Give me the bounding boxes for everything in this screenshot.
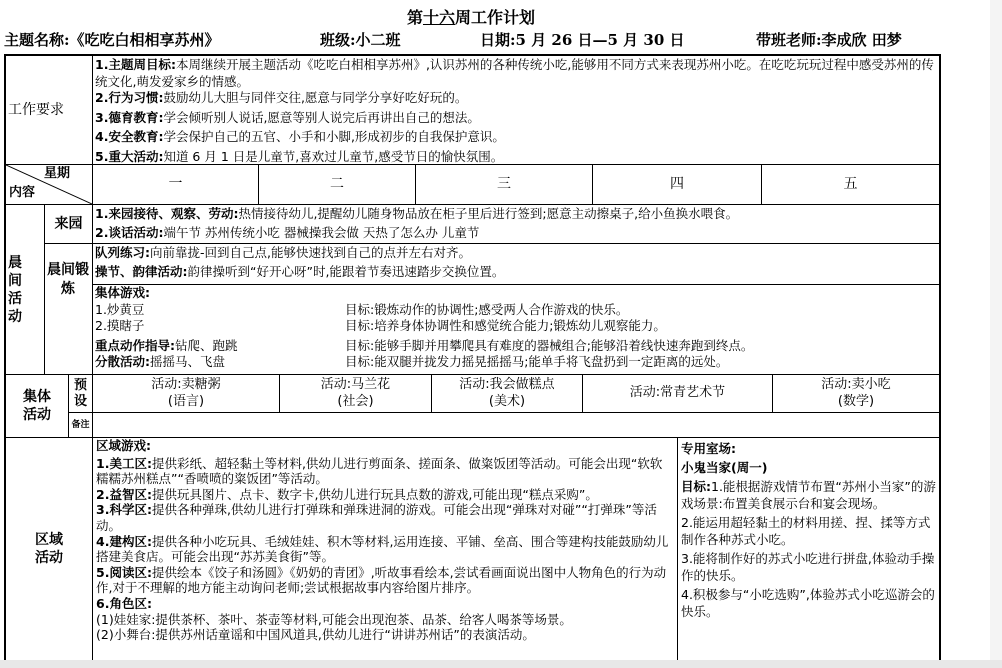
arrival-content: 1.来园接待、观察、劳动:热情接待幼儿,提醒幼儿随身物品放在柜子里后进行签到;愿意主动擦桌子,给小鱼换水喂食。 2.谈话活动:端午节 苏州传统小吃 器械操我会做 天热了怎么办 儿童节 [95,206,739,240]
work-req-item-2: 2.行为习惯:鼓励幼儿大胆与同伴交往,愿意与同学分享好吃好玩的。 [95,90,468,105]
header-xingqi: 星期 [44,166,71,181]
group-activity-3: 活动:我会做糕点 (美术) [459,377,555,409]
day-2: 二 [330,176,344,193]
note-label: 备注 [71,419,90,430]
work-req-label: 工作要求 [8,101,64,118]
group-activity-1: 活动:卖糖粥 (语言) [151,377,221,409]
morning-label: 晨间活动 [8,254,22,325]
group-activity-5: 活动:卖小吃 (数学) [821,377,891,409]
exercise-drill: 队列练习:向前靠拢-回到自己点,能够快速找到自己的点并左右对齐。 操节、韵律活动:韵律操听到“好开心呀”时,能跟着节奏迅速踏步交换位置。 [95,245,505,279]
area-label: 区域 活动 [35,532,63,566]
work-req-content [95,56,937,164]
exercise-label: 晨间锻炼 [47,262,89,297]
exercise-games: 集体游戏: 1.炒黄豆 目标:锻炼动作的协调性;感受两人合作游戏的快乐。 2.摸瞎子 目标:培养身体协调性和感觉统合能力;锻炼幼儿观察能力。 重点动作指导:钻爬、跑跳 目标:能够手脚并用攀爬具有难度的器械组合;能够沿着线快速奔跑到终点。 分散活动:摇摇马、飞盘 目标:能双腿并拢发力摇晃摇摇马;能单手将飞盘扔到一定距离的远处。 [95,285,754,369]
day-1: 一 [168,176,183,193]
work-req-item-5: 5.重大活动:知道 6 月 1 日是儿童节,喜欢过儿童节,感受节日的愉快氛围。 [95,148,504,164]
special-room: 专用室场: 小鬼当家(周一) 目标:1.能根据游戏情节布置“苏州小当家”的游戏场景:布置美食展示台和宴会现场。 2.能运用超轻黏土的材料用搓、捏、揉等方式制作各种苏式小吃。 3.能将制作好的苏式小吃进行拼盘,体验动手操作的快乐。 4.积极参与“小吃选购”,体验苏式小吃巡游会的快乐。 [681,441,936,619]
area-content: 区域游戏: 1.美工区:提供彩纸、超轻黏土等材料,供幼儿进行剪面条、搓面条、做粢饭团等活动。可能会出现“软软糯糯苏州糕点”“香喷喷的粢饭团”等活动。 2.益智区:提供玩具图片、点卡、数字卡,供幼儿进行玩具点数的游戏,可能出现“糕点采购”。 3.科学区:提供各种弹珠,供幼儿进行打弹珠和弹珠进洞的游戏。可能会出现“弹珠对对碰”“打弹珠”等活动。 4.建构区:提供各种小吃玩具、毛绒娃娃、积木等材料,运用连接、平铺、垒高、围合等建构技能鼓励幼儿搭建美食店。可能会出现“苏苏美食街”等。 5.阅读区:提供绘本《饺子和汤圆》《奶奶的青团》,听故事看绘本,尝试看画面说出图中人物角色的行为动作,对于不理解的地方能主动询问老师;尝试根据故事内容给图片排序。 6.角色区: (1)娃娃家:提供茶杯、茶叶、茶壶等材料,可能会出现泡茶、品茶、给客人喝茶等场景。 (2)小舞台:提供苏州话童谣和中国风道具,供幼儿进行“讲讲苏州话”的表演活动。 [96,438,669,643]
day-5: 五 [843,176,858,193]
preset-label: 预设 [73,377,87,409]
arrival-label: 来园 [54,215,83,232]
group-activity-4: 活动:常青艺术节 [629,385,726,401]
group-label: 集体 活动 [23,389,51,423]
window-scrollbar[interactable] [990,0,1002,660]
work-req-item-3: 3.德育教育:学会倾听别人说话,愿意等别人说完后再讲出自己的想法。 [95,109,480,125]
page-title: 第十六周工作计划 [406,8,536,27]
teachers: 带班老师:李成欣 田梦 [756,31,902,49]
group-activity-2: 活动:马兰花 (社会) [320,377,391,409]
theme-name: 主题名称:《吃吃白相相享苏州》 [4,31,220,49]
header-neirong: 内容 [9,185,36,200]
class-name: 班级:小二班 [320,31,401,49]
status-bar [0,660,1002,668]
header-line [4,30,944,50]
work-req-item-4: 4.安全教育:学会保护自己的五官、小手和小脚,形成初步的自我保护意识。 [95,129,505,144]
work-req-item-1: 1.主题周目标:本周继续开展主题活动《吃吃白相相享苏州》,认识苏州的各种传统小吃,能够用不同方式来表现苏州小吃。在吃吃玩玩过程中感受苏州的传统文化,萌发爱家乡的情感。 [95,57,934,89]
date-range: 日期:5 月 26 日—5 月 30 日 [480,31,685,49]
day-4: 四 [670,176,684,193]
day-3: 三 [497,176,511,193]
